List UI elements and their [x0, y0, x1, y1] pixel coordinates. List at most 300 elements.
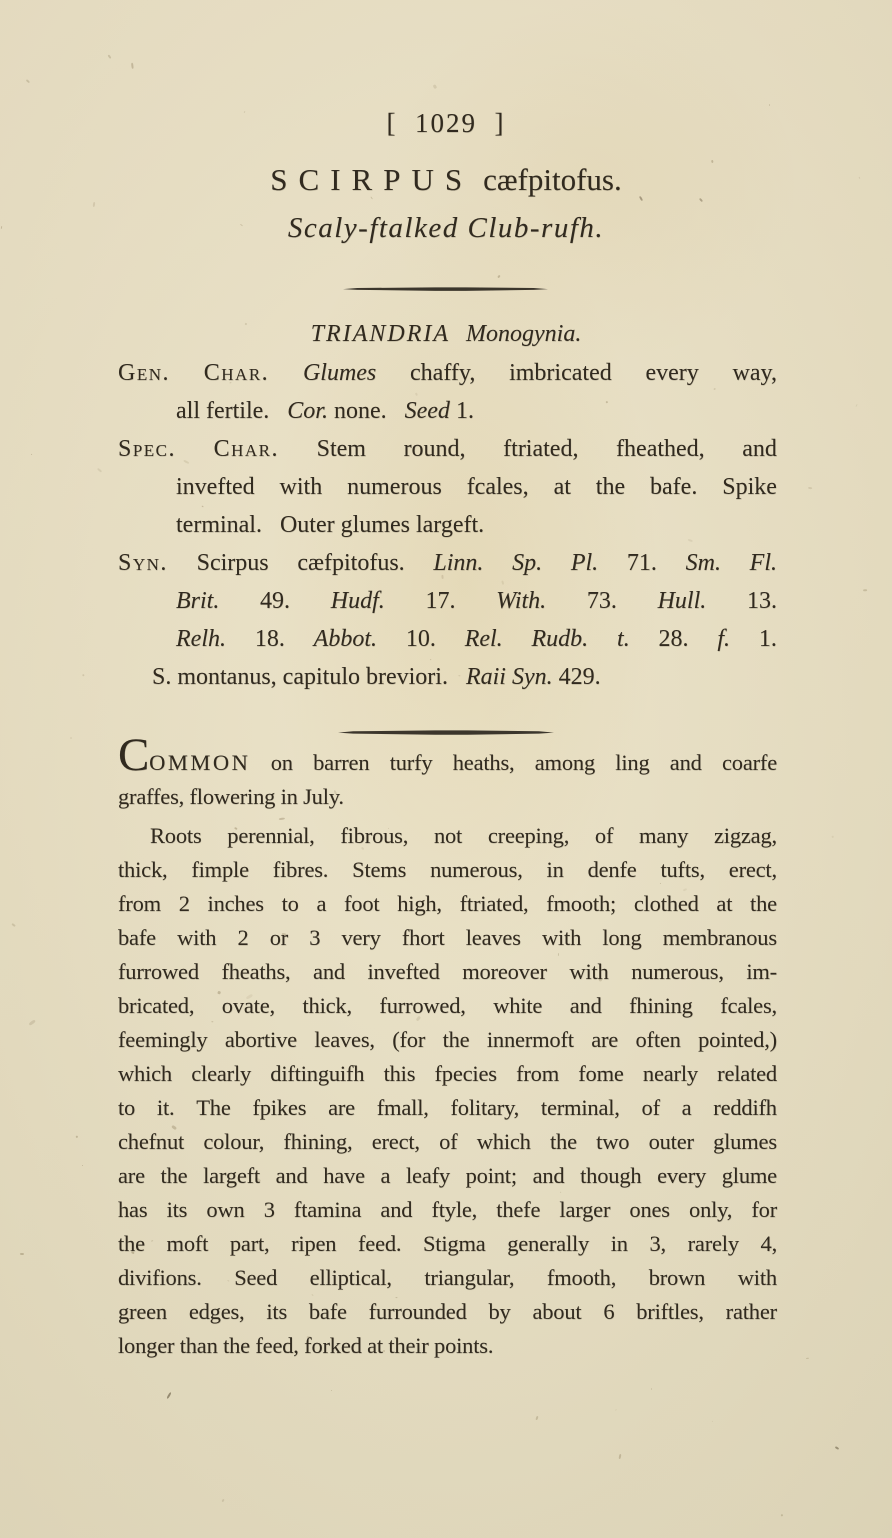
- text-word: [611, 1231, 628, 1257]
- text-word: every: [657, 1163, 707, 1188]
- text-word: triangular,: [424, 1265, 515, 1290]
- text-word: [596, 474, 625, 501]
- text-word: very: [341, 925, 381, 950]
- text-line: [118, 664, 777, 702]
- text-word: [266, 1299, 287, 1325]
- text-word: and: [742, 436, 777, 462]
- text-word: from: [516, 1061, 559, 1086]
- text-word: fibres.: [272, 857, 329, 882]
- text-word: are: [328, 1095, 355, 1120]
- text-word: [323, 1163, 365, 1189]
- text-word: fheathed,: [616, 436, 705, 462]
- text-word: [191, 857, 249, 883]
- text-word: [118, 1129, 184, 1155]
- text-word: Spec.: [118, 436, 177, 462]
- text-word: long: [602, 925, 642, 950]
- text-word: [283, 1129, 352, 1155]
- text-word: barren: [313, 750, 370, 775]
- text-line: [118, 823, 777, 857]
- text-word: [118, 729, 251, 781]
- text-word: invefted: [367, 959, 440, 984]
- divider-rule-middle: [338, 730, 554, 735]
- text-word: [639, 823, 688, 849]
- text-word: Stigma: [422, 1231, 486, 1256]
- text-word: [746, 959, 777, 985]
- text-word: on: [270, 750, 293, 775]
- text-word: [222, 993, 275, 1019]
- paper-speckle: [330, 1390, 331, 1391]
- text-word: [176, 626, 226, 653]
- text-word: [424, 1265, 514, 1291]
- text-word: [663, 925, 777, 951]
- text-segment: longer than the feed, forked at their points.: [118, 1333, 494, 1358]
- stray-ink-mark: [835, 1446, 839, 1450]
- text-word: [221, 959, 290, 985]
- text-word: often: [635, 1027, 681, 1052]
- linnaean-class: TRIANDRIA: [310, 321, 450, 347]
- text-word: two: [596, 1129, 630, 1154]
- text-word: with: [279, 474, 323, 500]
- text-word: [616, 436, 705, 463]
- text-word: ling: [615, 750, 650, 775]
- linnaean-order: Monogynia.: [466, 321, 582, 347]
- text-word: fome: [578, 1061, 624, 1086]
- paper-speckle: [82, 673, 85, 676]
- text-word: [617, 626, 630, 653]
- text-word: way,: [732, 360, 777, 386]
- text-word: [569, 959, 608, 985]
- text-word: Abbot.: [313, 626, 377, 652]
- text-word: a: [681, 1095, 692, 1120]
- text-word: 73.: [586, 588, 617, 614]
- text-word: [750, 891, 777, 917]
- text-word: and: [380, 1197, 413, 1222]
- text-word: [580, 1163, 641, 1189]
- text-word: [313, 750, 369, 776]
- text-word: pointed,): [698, 1027, 777, 1052]
- paper-speckle: [12, 923, 16, 927]
- text-word: [176, 474, 255, 501]
- text-word: [197, 550, 269, 577]
- text-word: and: [275, 1163, 308, 1188]
- text-word: a: [316, 891, 327, 916]
- text-line: [118, 1027, 777, 1061]
- text-word: [203, 1129, 264, 1155]
- text-line: [118, 1299, 777, 1333]
- text-word: [714, 823, 777, 849]
- text-word: of: [439, 1129, 458, 1154]
- text-segment: Seed: [404, 398, 450, 424]
- text-word: Relh.: [176, 626, 226, 652]
- text-word: 3: [263, 1197, 275, 1222]
- text-word: foot: [344, 891, 380, 916]
- text-word: perennial,: [227, 823, 315, 848]
- text-word: coarfe: [721, 750, 777, 775]
- text-word: Linn.: [433, 550, 484, 576]
- paper-speckle: [81, 1165, 82, 1166]
- text-line: [118, 1061, 777, 1095]
- text-word: [496, 588, 546, 615]
- text-word: [372, 1129, 420, 1155]
- text-word: fheaths,: [221, 959, 291, 984]
- text-word: [629, 993, 693, 1019]
- text-word: [627, 550, 657, 577]
- text-word: [546, 891, 616, 917]
- paper-speckle: [806, 1358, 809, 1359]
- text-segment: Raii Syn.: [465, 664, 553, 690]
- text-word: Syn.: [118, 550, 168, 576]
- text-segment: 429.: [552, 664, 601, 690]
- text-word: [433, 550, 483, 577]
- text-word: [578, 1061, 623, 1087]
- text-word: [402, 925, 445, 951]
- text-line: [118, 959, 777, 993]
- text-word: [352, 857, 406, 883]
- text-line: [118, 857, 777, 891]
- text-word: [377, 1095, 429, 1121]
- text-word: Hudf.: [330, 588, 385, 614]
- text-word: [237, 925, 248, 951]
- text-word: for: [751, 1197, 777, 1222]
- text-word: Rudb.: [531, 626, 589, 652]
- text-word: [615, 750, 649, 776]
- text-word: to: [118, 1095, 136, 1120]
- text-word: own: [206, 1197, 245, 1222]
- text-word: by: [488, 1299, 511, 1324]
- text-word: and: [313, 959, 345, 984]
- text-word: glumes: [713, 1129, 777, 1154]
- paper-speckle: [651, 1388, 652, 1390]
- text-word: [738, 1265, 777, 1291]
- text-word: [291, 1231, 336, 1257]
- text-word: [722, 474, 777, 501]
- paper-speckle: [769, 104, 770, 106]
- text-word: Scirpus: [196, 550, 269, 576]
- text-word: [177, 925, 216, 951]
- text-word: [645, 360, 698, 387]
- text-word: [191, 1061, 251, 1087]
- text-word: [509, 360, 612, 387]
- text-word: Stems: [352, 857, 407, 882]
- text-word: [602, 925, 641, 951]
- text-word: divifions.: [118, 1265, 202, 1290]
- text-word: green: [118, 1299, 167, 1324]
- text-word: [747, 588, 777, 615]
- text-word: Char.: [203, 360, 270, 386]
- text-word: [439, 1129, 457, 1155]
- text-word: [176, 588, 219, 615]
- text-word: [451, 1095, 520, 1121]
- text-word: furrounded: [368, 1299, 467, 1324]
- text-word: [309, 1299, 347, 1325]
- text-word: [713, 1095, 777, 1121]
- text-word: [167, 1197, 188, 1223]
- text-word: [488, 823, 569, 849]
- text-segment: 1.: [449, 398, 474, 424]
- text-word: feemingly: [118, 1027, 208, 1052]
- paper-speckle: [497, 275, 500, 278]
- text-word: [759, 626, 777, 653]
- text-word: fibrous,: [340, 823, 409, 848]
- paper-speckle: [808, 487, 812, 490]
- text-word: thefe: [496, 1197, 541, 1222]
- text-word: fcales,: [466, 474, 529, 500]
- text-word: ftyle,: [431, 1197, 478, 1222]
- text-word: [634, 891, 699, 917]
- paper-speckle: [618, 1454, 621, 1459]
- text-word: ones: [629, 1197, 670, 1222]
- text-line: [118, 1163, 777, 1197]
- text-word: 2: [237, 925, 249, 950]
- text-word: [206, 1197, 244, 1223]
- text-word: [317, 436, 366, 463]
- text-word: [547, 857, 564, 883]
- text-word: [273, 857, 328, 883]
- text-word: which: [476, 1129, 531, 1154]
- text-word: at: [716, 891, 733, 916]
- text-word: or: [269, 925, 289, 950]
- text-word: generally: [507, 1231, 590, 1256]
- text-word: abortive: [224, 1027, 297, 1052]
- text-word: bafe: [118, 925, 156, 950]
- text-line: [118, 1231, 777, 1265]
- text-word: [717, 1061, 777, 1087]
- text-word: are: [118, 1163, 145, 1188]
- text-segment: none.: [327, 398, 405, 424]
- text-line: [118, 729, 777, 784]
- text-word: cæfpitofus.: [297, 550, 405, 576]
- text-word: 49.: [260, 588, 291, 614]
- paper-speckle: [832, 835, 834, 837]
- text-word: [460, 891, 529, 917]
- text-word: [118, 1163, 145, 1189]
- text-word: [276, 1163, 308, 1189]
- text-word: the: [118, 1231, 145, 1256]
- text-word: with: [569, 959, 609, 984]
- text-word: 6: [603, 1299, 615, 1324]
- taxonomic-entries: [118, 360, 777, 702]
- text-word: 3: [309, 925, 321, 950]
- text-word: tufts,: [660, 857, 705, 882]
- text-word: 28.: [658, 626, 689, 652]
- paper-speckle: [131, 63, 134, 69]
- text-word: [465, 626, 503, 653]
- text-word: numerous: [347, 474, 442, 500]
- text-word: [314, 626, 377, 653]
- text-word: high,: [397, 891, 442, 916]
- text-word: [660, 857, 704, 883]
- text-word: C: [118, 729, 150, 781]
- text-word: [230, 1231, 270, 1257]
- text-word: 10.: [405, 626, 436, 652]
- text-word: [650, 474, 697, 501]
- text-word: terminal,: [540, 1095, 620, 1120]
- paper-speckle: [26, 79, 30, 83]
- text-word: [227, 823, 314, 849]
- text-word: 1.: [758, 626, 777, 652]
- text-word: [716, 891, 732, 917]
- text-word: 71.: [626, 550, 657, 576]
- text-word: [733, 360, 777, 387]
- text-word: numerous,: [430, 857, 523, 882]
- text-word: [467, 474, 529, 501]
- text-word: [466, 1163, 517, 1189]
- text-word: [559, 1197, 610, 1223]
- text-word: [496, 1197, 540, 1223]
- text-word: [208, 891, 264, 917]
- text-word: erect,: [371, 1129, 420, 1154]
- paper-speckle: [76, 1135, 79, 1138]
- text-word: [406, 626, 436, 653]
- text-line: [118, 474, 777, 512]
- text-word: fpikes: [252, 1095, 307, 1120]
- text-word: from: [118, 891, 161, 916]
- text-word: [657, 1163, 706, 1189]
- text-word: [118, 360, 170, 387]
- text-word: [430, 857, 523, 883]
- text-word: Brit.: [176, 588, 220, 614]
- text-word: [196, 1095, 230, 1121]
- text-word: [203, 1163, 260, 1189]
- text-word: Roots: [150, 823, 202, 848]
- text-line: [118, 360, 777, 398]
- text-word: Char.: [213, 436, 280, 462]
- description-paragraph: [118, 823, 777, 1367]
- text-word: [384, 1061, 416, 1087]
- text-word: denfe: [587, 857, 637, 882]
- paper-speckle: [221, 1499, 224, 1503]
- text-word: fhining,: [283, 1129, 353, 1154]
- text-word: [225, 1027, 297, 1053]
- text-word: [270, 925, 288, 951]
- text-line: [118, 993, 777, 1027]
- text-word: [649, 1129, 694, 1155]
- text-word: [588, 857, 637, 883]
- text-word: [118, 550, 168, 577]
- text-word: numerous,: [631, 959, 724, 984]
- text-word: (for: [392, 1027, 426, 1052]
- text-word: [487, 1027, 574, 1053]
- text-line: [118, 891, 777, 925]
- text-word: [118, 436, 176, 463]
- text-word: the: [595, 474, 626, 500]
- text-word: 3,: [649, 1231, 666, 1256]
- habitat-paragraph: [118, 729, 777, 818]
- entry-spec-char: [118, 436, 777, 550]
- text-word: heaths,: [452, 750, 515, 775]
- text-word: ftriated,: [503, 436, 579, 462]
- text-word: fmooth;: [546, 891, 617, 916]
- text-word: [313, 959, 345, 985]
- paper-speckle: [98, 468, 103, 472]
- text-word: ripen: [291, 1231, 337, 1256]
- text-word: [670, 750, 702, 776]
- text-word: colour,: [203, 1129, 265, 1154]
- text-word: [379, 993, 465, 1019]
- text-word: [328, 1095, 355, 1121]
- text-word: 2: [178, 891, 190, 916]
- text-word: [689, 1197, 732, 1223]
- text-line: [118, 1095, 777, 1129]
- text-word: and: [669, 750, 702, 775]
- text-word: chefnut: [118, 1129, 185, 1154]
- common-name: Scaly-ftalked Club-rufh.: [287, 212, 605, 244]
- text-word: ftriated,: [459, 891, 529, 916]
- text-word: [118, 1299, 167, 1325]
- text-word: [722, 1163, 777, 1189]
- class-order-line: [0, 321, 892, 348]
- text-word: [118, 1231, 145, 1257]
- text-word: [649, 1265, 706, 1291]
- text-word: Sp.: [512, 550, 543, 576]
- text-word: [533, 1163, 565, 1189]
- text-word: [488, 1299, 510, 1325]
- text-word: imbricated: [509, 360, 612, 386]
- text-word: every: [645, 360, 699, 386]
- text-word: [150, 823, 202, 849]
- text-word: [503, 436, 578, 463]
- text-line: [118, 784, 777, 818]
- text-word: at: [553, 474, 571, 500]
- text-word: [179, 891, 190, 917]
- text-word: [270, 1061, 364, 1087]
- text-line: [118, 925, 777, 959]
- text-word: [541, 1095, 620, 1121]
- text-word: fcales,: [720, 993, 777, 1018]
- text-word: Stem: [316, 436, 366, 462]
- text-word: ovate,: [221, 993, 275, 1018]
- paper-speckle: [535, 1416, 538, 1420]
- text-word: [302, 993, 351, 1019]
- text-word: Sm.: [685, 550, 721, 576]
- text-word: [161, 1163, 188, 1189]
- text-word: the: [442, 1027, 470, 1052]
- text-word: [118, 891, 161, 917]
- text-word: which: [118, 1061, 172, 1086]
- text-word: [591, 1027, 618, 1053]
- text-word: [512, 550, 542, 577]
- text-word: though: [580, 1163, 642, 1188]
- text-line: [118, 626, 777, 664]
- text-word: creeping,: [487, 823, 570, 848]
- paper-speckle: [781, 1514, 783, 1516]
- text-segment: graffes, flowering in July.: [118, 784, 344, 809]
- species-heading: [0, 162, 892, 198]
- text-word: [314, 1027, 374, 1053]
- text-word: Seed: [234, 1265, 278, 1290]
- text-word: [443, 1027, 470, 1053]
- entry-syn: [118, 550, 777, 702]
- text-word: round,: [403, 436, 466, 462]
- text-word: [698, 1027, 777, 1053]
- text-word: [722, 750, 777, 776]
- text-word: brown: [648, 1265, 706, 1290]
- text-word: this: [383, 1061, 416, 1086]
- text-word: 17.: [425, 588, 456, 614]
- text-word: [381, 1163, 391, 1189]
- text-word: a: [380, 1163, 391, 1188]
- text-word: [347, 474, 442, 501]
- text-word: edges,: [188, 1299, 245, 1324]
- text-word: furrowed: [118, 959, 199, 984]
- text-word: innermoft: [486, 1027, 574, 1052]
- text-word: have: [323, 1163, 365, 1188]
- text-word: chaffy,: [410, 360, 476, 386]
- text-word: [750, 550, 777, 577]
- text-line: [118, 588, 777, 626]
- text-line: [118, 1197, 777, 1231]
- text-word: [264, 1197, 275, 1223]
